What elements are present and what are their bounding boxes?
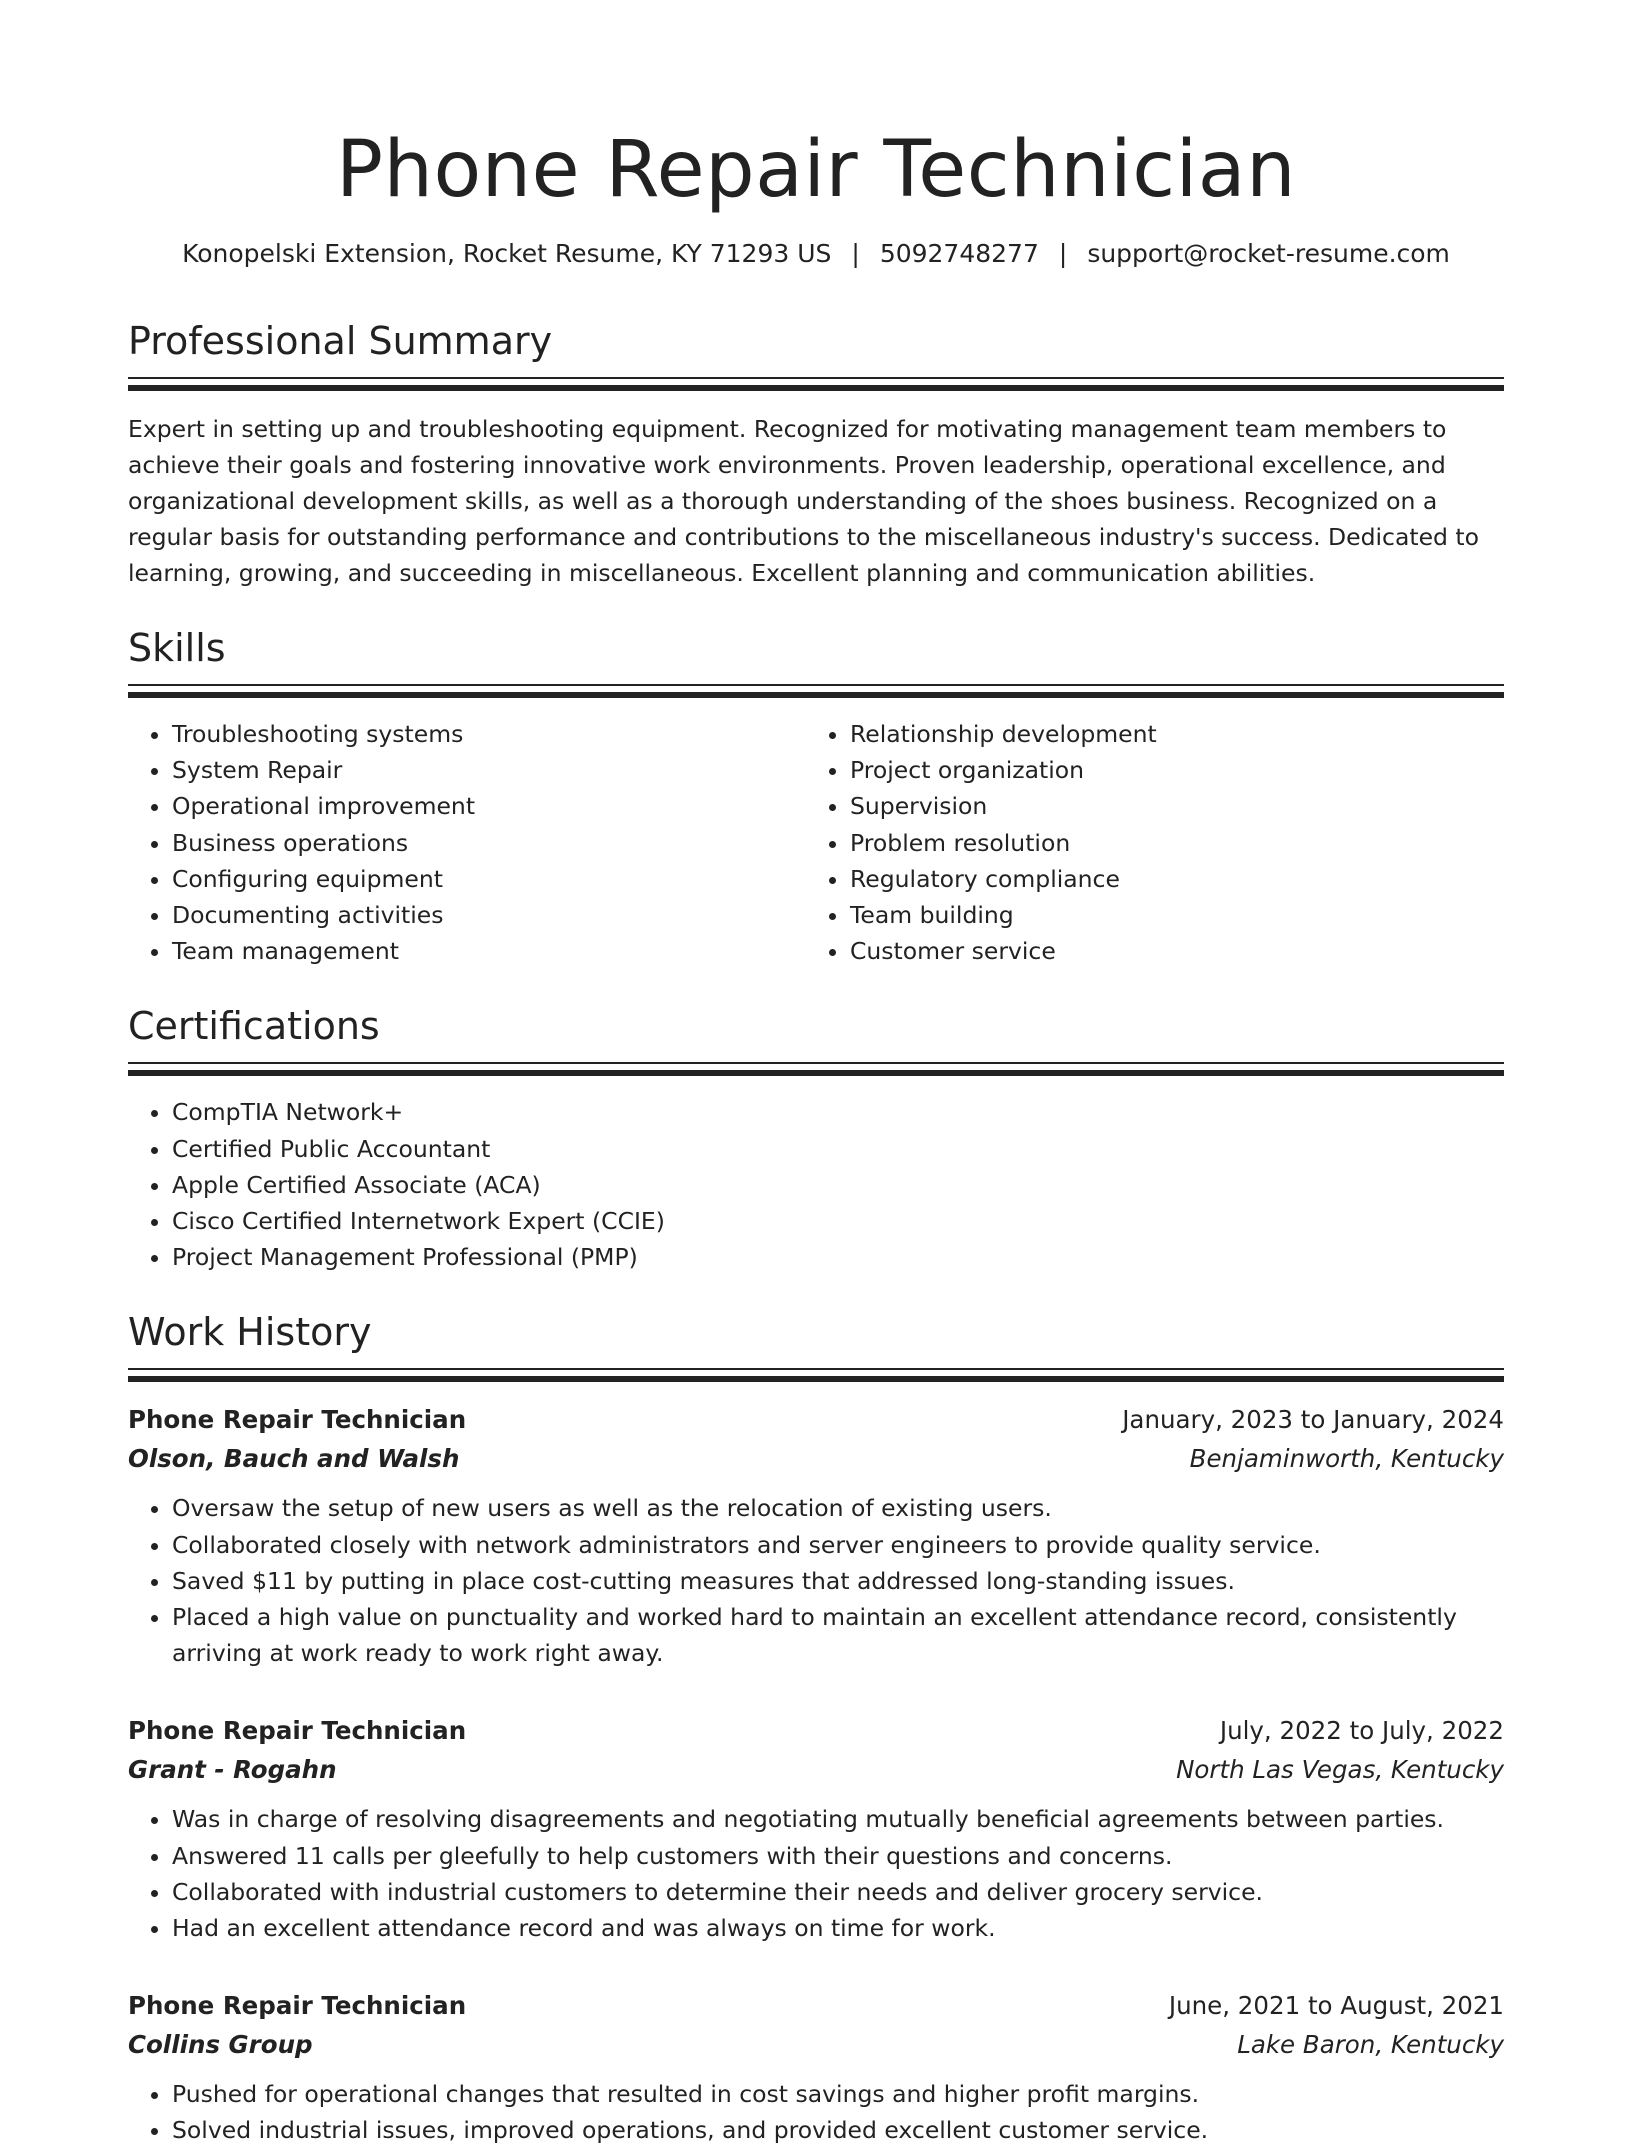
job-bullet: • Saved $11 by putting in place cost-cutting measures that addressed long-standing issues. <box>172 1563 1504 1599</box>
job-bullets <box>128 1490 1504 1671</box>
skill-item: • Relationship development <box>850 716 1484 752</box>
job-bullet: • Collaborated with industrial customers to determine their needs and deliver grocery service. <box>172 1874 1504 1910</box>
certifications-section <box>128 1003 1504 1275</box>
skill-item: • Project organization <box>850 752 1484 788</box>
job-company-row <box>128 1750 1504 1789</box>
skill-item: • System Repair <box>172 752 806 788</box>
certifications-heading: Certifications <box>128 1004 380 1049</box>
skills-section <box>128 625 1504 969</box>
job-company: Grant - Rogahn <box>128 1755 337 1785</box>
work-history-section <box>128 1309 1504 2148</box>
job-header-row <box>128 1400 1504 1439</box>
summary-heading: Professional Summary <box>128 319 553 363</box>
contact-address: Konopelski Extension, Rocket Resume, KY 71293 US <box>182 239 832 268</box>
skills-list-right <box>806 716 1484 969</box>
job-company-row <box>128 1439 1504 1478</box>
job-bullet: • Placed a high value on punctuality and worked hard to maintain an excellent attendance record, consistently arriving at work ready to work right away. <box>172 1599 1504 1671</box>
work-history-heading: Work History <box>128 1310 372 1355</box>
resume-name: Phone Repair Technician <box>335 125 1297 215</box>
job-title: Phone Repair Technician <box>128 1991 467 2021</box>
skills-heading: Skills <box>128 626 226 670</box>
certification-item: • CompTIA Network+ <box>172 1094 1504 1130</box>
job-bullet: • Solved industrial issues, improved operations, and provided excellent customer service. <box>172 2112 1504 2148</box>
skill-item: • Operational improvement <box>172 788 806 824</box>
job-bullets <box>128 2076 1504 2148</box>
job-entry <box>128 1986 1504 2148</box>
job-title: Phone Repair Technician <box>128 1405 467 1435</box>
section-divider <box>128 684 1504 700</box>
job-header-row <box>128 1711 1504 1750</box>
job-bullets <box>128 1801 1504 1946</box>
contact-email: support@rocket-resume.com <box>1087 239 1450 268</box>
job-company: Olson, Bauch and Walsh <box>128 1444 460 1474</box>
section-divider <box>128 1062 1504 1078</box>
skills-columns <box>128 716 1504 969</box>
contact-phone: 5092748277 <box>879 239 1039 268</box>
certification-item: • Cisco Certified Internetwork Expert (CCIE) <box>172 1203 1504 1239</box>
job-dates: June, 2021 to August, 2021 <box>1168 1991 1504 2021</box>
certifications-list <box>128 1094 1504 1275</box>
job-bullet: • Oversaw the setup of new users as well as the relocation of existing users. <box>172 1490 1504 1526</box>
summary-section <box>128 318 1504 591</box>
skill-item: • Customer service <box>850 933 1484 969</box>
job-company-row <box>128 2025 1504 2064</box>
job-header-row <box>128 1986 1504 2025</box>
contact-separator: | <box>851 239 860 268</box>
skill-item: • Problem resolution <box>850 825 1484 861</box>
section-divider <box>128 1368 1504 1384</box>
job-location: North Las Vegas, Kentucky <box>1176 1755 1504 1785</box>
skill-item: • Team building <box>850 897 1484 933</box>
job-bullet: • Answered 11 calls per gleefully to help customers with their questions and concerns. <box>172 1838 1504 1874</box>
skill-item: • Team management <box>172 933 806 969</box>
job-bullet: • Pushed for operational changes that resulted in cost savings and higher profit margins. <box>172 2076 1504 2112</box>
skill-item: • Regulatory compliance <box>850 861 1484 897</box>
section-divider <box>128 377 1504 393</box>
summary-text: Expert in setting up and troubleshooting equipment. Recognized for motivating management team members to achieve their goals and fostering innovative work environments. Proven leadership, operational excellence, and organizational development skills, as well as a thorough understanding of the shoes business. Recognized on a regular basis for outstanding performance and contributions to the miscellaneous industry's success. Dedicated to learning, growing, and succeeding in miscellaneous. Excellent planning and communication abilities. <box>128 415 1480 587</box>
job-dates: January, 2023 to January, 2024 <box>1122 1405 1504 1435</box>
contact-line <box>128 238 1504 270</box>
skill-item: • Supervision <box>850 788 1484 824</box>
skill-item: • Business operations <box>172 825 806 861</box>
job-location: Lake Baron, Kentucky <box>1237 2030 1504 2060</box>
skill-item: • Configuring equipment <box>172 861 806 897</box>
certification-item: • Certified Public Accountant <box>172 1131 1504 1167</box>
resume-page <box>128 0 1504 2149</box>
job-bullet: • Collaborated closely with network administrators and server engineers to provide quality service. <box>172 1527 1504 1563</box>
job-dates: July, 2022 to July, 2022 <box>1219 1716 1504 1746</box>
job-company: Collins Group <box>128 2030 313 2060</box>
certification-item: • Apple Certified Associate (ACA) <box>172 1167 1504 1203</box>
job-entry <box>128 1400 1504 1671</box>
job-bullet: • Had an excellent attendance record and was always on time for work. <box>172 1910 1504 1946</box>
skill-item: • Documenting activities <box>172 897 806 933</box>
contact-separator: | <box>1058 239 1068 268</box>
skill-item: • Troubleshooting systems <box>172 716 806 752</box>
job-location: Benjaminworth, Kentucky <box>1189 1444 1504 1474</box>
job-entry <box>128 1711 1504 1946</box>
job-title: Phone Repair Technician <box>128 1716 467 1746</box>
job-bullet: • Was in charge of resolving disagreements and negotiating mutually beneficial agreements between parties. <box>172 1801 1504 1837</box>
skills-list-left <box>128 716 806 969</box>
certification-item: • Project Management Professional (PMP) <box>172 1239 1504 1275</box>
